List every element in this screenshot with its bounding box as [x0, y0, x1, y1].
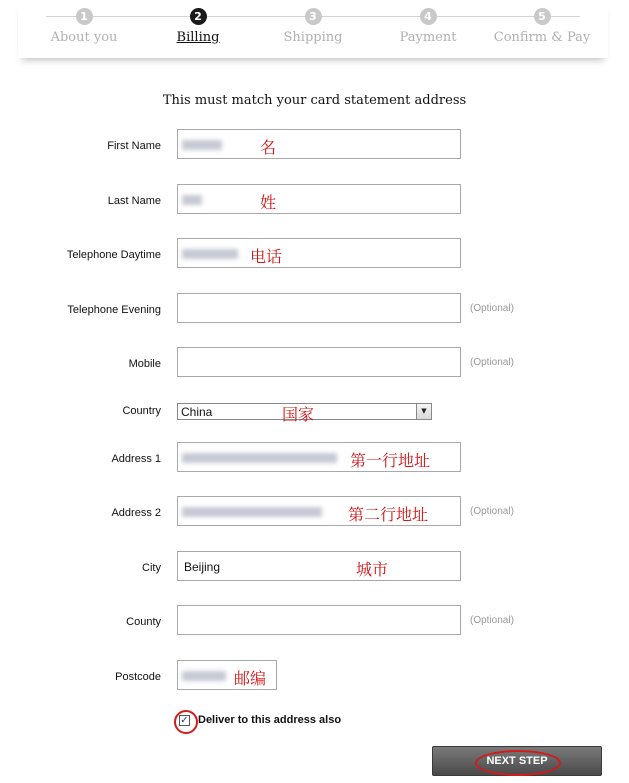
step-shipping[interactable]: [253, 8, 373, 45]
country-annotation: 国家: [282, 405, 315, 424]
optional-hint: (Optional): [470, 303, 514, 314]
mobile-label: Mobile: [128, 358, 161, 370]
step-billing[interactable]: [138, 8, 258, 45]
redacted-value: [182, 507, 322, 517]
step-payment[interactable]: [368, 8, 488, 45]
first-name-label: First Name: [107, 140, 161, 152]
county-input[interactable]: [177, 605, 461, 635]
mobile-input[interactable]: [177, 347, 461, 377]
address1-annotation: 第一行地址: [350, 451, 431, 470]
redacted-value: [182, 140, 222, 150]
address2-annotation: 第二行地址: [348, 505, 429, 524]
step-about-you[interactable]: [24, 8, 144, 45]
step-confirm-pay[interactable]: [482, 8, 602, 45]
address2-label: Address 2: [111, 507, 161, 519]
telephone-daytime-annotation: 电话: [250, 247, 283, 266]
postcode-label: Postcode: [115, 671, 161, 683]
country-value: China: [181, 405, 213, 419]
last-name-label: Last Name: [107, 195, 161, 207]
telephone-evening-label: Telephone Evening: [67, 304, 161, 316]
deliver-checkbox[interactable]: ✓: [180, 715, 189, 726]
redacted-value: [182, 249, 238, 259]
city-label: City: [142, 562, 161, 574]
country-label: Country: [122, 405, 161, 417]
step-label: Shipping: [283, 30, 343, 45]
step-label: Billing: [176, 30, 220, 45]
city-value: Beijing: [184, 560, 221, 574]
telephone-evening-input[interactable]: [177, 293, 461, 323]
postcode-annotation: 邮编: [234, 669, 267, 688]
deliver-checkbox-label[interactable]: Deliver to this address also: [198, 714, 342, 726]
next-step-button[interactable]: [432, 746, 602, 776]
checkout-stepper: [18, 0, 608, 58]
chevron-down-icon[interactable]: ▼: [416, 404, 431, 419]
step-number-icon: 2: [190, 8, 207, 25]
redacted-value: [182, 671, 226, 681]
step-number-icon: 4: [420, 8, 437, 25]
redacted-value: [182, 195, 202, 205]
step-label: Payment: [399, 30, 457, 45]
next-step-label: NEXT STEP: [486, 755, 548, 767]
step-number-icon: 3: [305, 8, 322, 25]
step-label: About you: [50, 30, 118, 45]
first-name-annotation: 名: [260, 138, 277, 157]
redacted-value: [182, 453, 337, 463]
form-subtitle: This must match your card statement address: [162, 93, 467, 108]
telephone-daytime-label: Telephone Daytime: [66, 249, 161, 261]
step-label: Confirm & Pay: [493, 30, 591, 45]
optional-hint: (Optional): [470, 615, 514, 626]
last-name-input[interactable]: [177, 184, 461, 214]
step-number-icon: 1: [76, 8, 93, 25]
last-name-annotation: 姓: [260, 193, 277, 212]
city-input[interactable]: [177, 551, 461, 581]
address1-label: Address 1: [111, 453, 161, 465]
county-label: County: [126, 616, 161, 628]
telephone-daytime-input[interactable]: [177, 238, 461, 268]
city-annotation: 城市: [356, 560, 389, 579]
first-name-input[interactable]: [177, 129, 461, 159]
step-number-icon: 5: [534, 8, 551, 25]
optional-hint: (Optional): [470, 357, 514, 368]
optional-hint: (Optional): [470, 506, 514, 517]
